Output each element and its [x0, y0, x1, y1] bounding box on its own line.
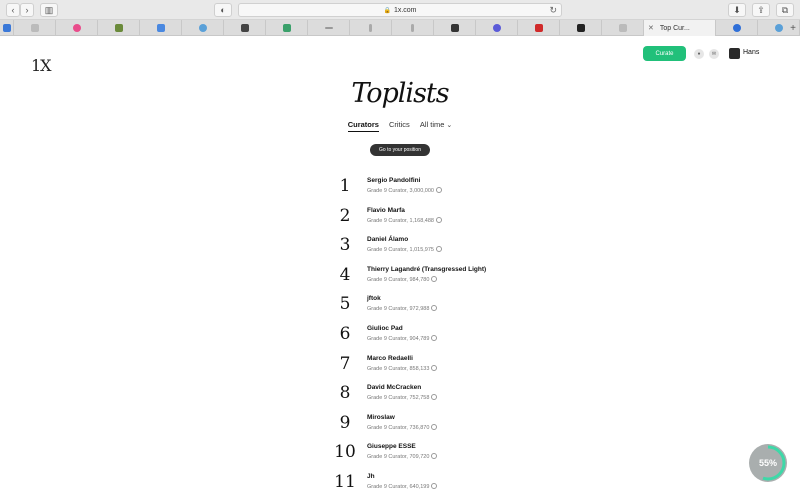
tab-favicon-icon [31, 24, 39, 32]
curator-stats: Grade 9 Curator, 1,168,488 [367, 217, 442, 224]
curator-stats: Grade 9 Curator, 3,000,000 [367, 187, 442, 194]
tab-13[interactable] [476, 20, 518, 36]
tab-12[interactable] [434, 20, 476, 36]
tab-favicon-icon [73, 24, 81, 32]
list-item[interactable] [334, 263, 574, 293]
tab-5[interactable] [140, 20, 182, 36]
tab-4[interactable] [98, 20, 140, 36]
tab-8[interactable] [266, 20, 308, 36]
new-tab-button[interactable]: + [790, 22, 796, 34]
rank-number: 10 [334, 442, 356, 463]
points-icon [431, 453, 437, 459]
go-to-position-button[interactable]: Go to your position [370, 144, 430, 156]
tab-favicon-icon [115, 24, 123, 32]
tab-14[interactable] [518, 20, 560, 36]
list-item[interactable] [334, 233, 574, 263]
rank-number: 6 [339, 323, 351, 344]
curator-stats: Grade 9 Curator, 1,015,975 [367, 246, 442, 253]
url-text: 1x.com [393, 6, 417, 14]
filter-tabs [0, 120, 800, 132]
tab-10[interactable] [350, 20, 392, 36]
tab-favicon-icon [3, 24, 11, 32]
tab-close-icon[interactable]: ✕ [648, 25, 654, 32]
curator-stats: Grade 9 Curator, 752,758 [367, 394, 437, 401]
tab-18[interactable] [716, 20, 758, 36]
avatar[interactable] [729, 48, 740, 59]
tab-favicon-icon [199, 24, 207, 32]
curator-name[interactable]: Giuseppe ESSE [367, 443, 416, 451]
curator-stats: Grade 9 Curator, 984,780 [367, 276, 437, 283]
time-filter-dropdown[interactable]: All time ⌄ [419, 120, 453, 129]
toplist [334, 174, 574, 500]
curate-button[interactable]: Curate [643, 46, 686, 61]
points-icon [431, 424, 437, 430]
sidebar-toggle-icon[interactable]: ▥ [40, 3, 58, 17]
tab-favicon-icon [775, 24, 783, 32]
list-item[interactable] [334, 322, 574, 352]
rank-number: 4 [339, 264, 351, 285]
tab-11[interactable] [392, 20, 434, 36]
curator-name[interactable]: David McCracken [367, 384, 422, 392]
list-item[interactable] [334, 381, 574, 411]
tab-bar [0, 20, 800, 36]
curator-name[interactable]: Thierry Lagandré (Transgressed Light) [367, 265, 487, 273]
tab-favicon-icon [369, 24, 372, 32]
tabs-overview-icon[interactable]: ⧉ [776, 3, 794, 17]
tab-favicon-icon [535, 24, 543, 32]
points-icon [431, 394, 437, 400]
rank-number: 5 [339, 294, 351, 315]
chevron-down-icon: ⌄ [446, 122, 453, 129]
curator-stats: Grade 9 Curator, 858,133 [367, 365, 437, 372]
reload-icon[interactable]: ↻ [549, 5, 557, 15]
list-item[interactable] [334, 440, 574, 470]
back-button[interactable]: ‹ [6, 3, 20, 17]
bell-icon[interactable]: ● [694, 49, 704, 59]
curator-name[interactable]: Daniel Álamo [367, 236, 409, 244]
tab-favicon-icon [493, 24, 501, 32]
tab-favicon-icon [411, 24, 414, 32]
rank-number: 7 [339, 353, 351, 374]
address-bar[interactable] [238, 3, 562, 17]
tab-3[interactable] [56, 20, 98, 36]
share-icon[interactable]: ⇪ [752, 3, 770, 17]
tab-favicon-icon [577, 24, 585, 32]
points-icon [436, 217, 442, 223]
points-icon [436, 246, 442, 252]
rank-number: 11 [334, 471, 356, 492]
tab-6[interactable] [182, 20, 224, 36]
tab-favicon-icon [283, 24, 291, 32]
tab-critics[interactable]: Critics [388, 120, 410, 129]
tab-15[interactable] [560, 20, 602, 36]
curator-name[interactable]: Flavio Marfa [367, 206, 405, 214]
tab-favicon-icon [241, 24, 249, 32]
reader-icon[interactable]: ◐ [214, 3, 232, 17]
curator-name[interactable]: Giulioc Pad [367, 324, 403, 332]
curator-stats: Grade 9 Curator, 904,789 [367, 335, 437, 342]
curator-stats: Grade 9 Curator, 736,870 [367, 424, 437, 431]
list-item[interactable] [334, 174, 574, 204]
rank-number: 3 [339, 235, 351, 256]
points-icon [436, 187, 442, 193]
tab-favicon-icon [451, 24, 459, 32]
curator-stats: Grade 9 Curator, 640,199 [367, 483, 437, 490]
curator-name[interactable]: Sergio Pandolfini [367, 177, 421, 184]
facebook-icon [733, 24, 741, 32]
curator-name[interactable]: Jh [367, 472, 375, 480]
list-item[interactable] [334, 411, 574, 441]
points-icon [431, 276, 437, 282]
tab-9[interactable] [308, 20, 350, 36]
progress-label: 55% [758, 458, 777, 468]
points-icon [431, 305, 437, 311]
tab-favicon-icon [325, 27, 333, 29]
list-item[interactable] [334, 292, 574, 322]
list-item[interactable] [334, 470, 574, 500]
list-item[interactable] [334, 352, 574, 382]
rank-number: 1 [339, 176, 351, 196]
curator-name[interactable]: Miroslaw [367, 413, 395, 421]
page-title: Toplists [351, 78, 449, 109]
username[interactable]: Hans [743, 49, 760, 56]
tab-7[interactable] [224, 20, 266, 36]
rank-number: 9 [339, 412, 351, 433]
curator-name[interactable]: Marco Redaelli [367, 354, 413, 362]
rank-number: 2 [339, 205, 351, 226]
downloads-icon[interactable]: ⬇ [728, 3, 746, 17]
points-icon [431, 365, 437, 371]
curator-stats: Grade 9 Curator, 972,988 [367, 305, 437, 312]
curator-stats: Grade 9 Curator, 709,720 [367, 453, 437, 460]
tab-active[interactable]: ✕ Top Cur... [644, 20, 716, 36]
tab-favicon-icon [619, 24, 627, 32]
points-icon [431, 483, 437, 489]
list-item[interactable] [334, 204, 574, 234]
curator-name[interactable]: jftok [367, 295, 381, 303]
tab-1[interactable] [0, 20, 14, 36]
lock-icon: 🔒 [383, 7, 391, 14]
site-logo[interactable]: 1X [31, 56, 51, 75]
mail-icon[interactable]: ✉ [709, 49, 719, 59]
forward-button[interactable]: › [20, 3, 34, 17]
tab-curators[interactable]: Curators [348, 120, 379, 132]
tab-16[interactable] [602, 20, 644, 36]
rank-number: 8 [339, 383, 351, 404]
browser-toolbar [0, 0, 800, 20]
points-icon [431, 335, 437, 341]
tab-favicon-icon [157, 24, 165, 32]
tab-2[interactable] [14, 20, 56, 36]
